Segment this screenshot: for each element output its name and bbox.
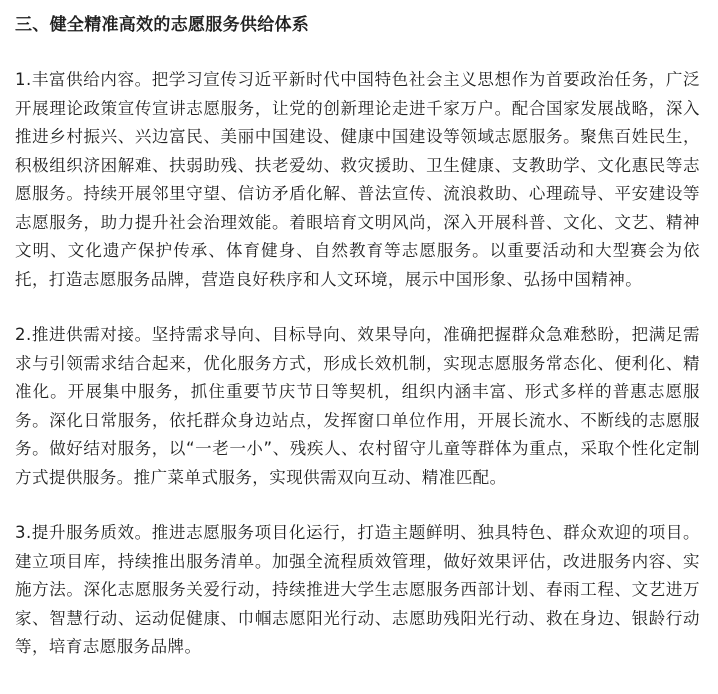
paragraph-supply-demand: 2.推进供需对接。坚持需求导向、目标导向、效果导向，准确把握群众急难愁盼，把满足需求与引领需求结合起来，优化服务方式，形成长效机制，实现志愿服务常态化、便利化、精准化。开展集中服务，抓住重要节庆节日等契机，组织内涵丰富、形式多样的普惠志愿服务。深化日常服务，依托群众身边站点，发挥窗口单位作用，开展长流水、不断线的志愿服务。做好结对服务，以“一老一小”、残疾人、农村留守儿童等群体为重点，采取个性化定制方式提供服务。推广菜单式服务，实现供需双向互动、精准匹配。 [15,325,700,487]
section-heading: 三、健全精准高效的志愿服务供给体系 [15,15,310,35]
paragraph-enrich-supply: 1.丰富供给内容。把学习宣传习近平新时代中国特色社会主义思想作为首要政治任务，广泛开展理论政策宣传宣讲志愿服务，让党的创新理论走进千家万户。配合国家发展战略，深入推进乡村振兴、兴边富民、美丽中国建设、健康中国建设等领域志愿服务。聚焦百姓民生，积极组织济困解难、扶弱助残、扶老爱幼、救灾援助、卫生健康、支教助学、文化惠民等志愿服务。持续开展邻里守望、信访矛盾化解、普法宣传、流浪救助、心理疏导、平安建设等志愿服务，助力提升社会治理效能。着眼培育文明风尚，深入开展科普、文化、文艺、精神文明、文化遗产保护传承、体育健身、自然教育等志愿服务。以重要活动和大型赛会为依托，打造志愿服务品牌，营造良好秩序和人文环境，展示中国形象、弘扬中国精神。 [15,70,700,289]
paragraph-service-quality: 3.提升服务质效。推进志愿服务项目化运行，打造主题鲜明、独具特色、群众欢迎的项目。建立项目库，持续推出服务清单。加强全流程质效管理，做好效果评估，改进服务内容、实施方法。深化志愿服务关爱行动，持续推进大学生志愿服务西部计划、春雨工程、文艺进万家、智慧行动、运动促健康、巾帼志愿阳光行动、志愿助残阳光行动、救在身边、银龄行动等，培育志愿服务品牌。 [15,523,700,656]
